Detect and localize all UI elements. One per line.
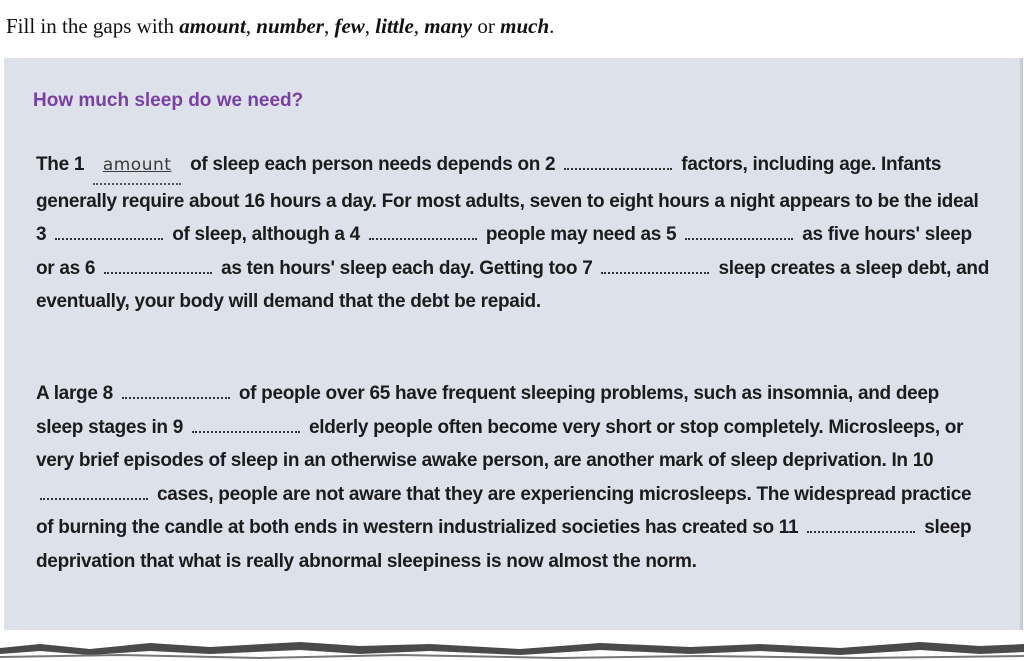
gap-8[interactable] [122, 383, 230, 399]
paragraph-2: A large 8 of people over 65 have frequent sleeping problems, such as insomnia, and deep sleep stages in 9 elderly people often become very short or stop completely. Microsleeps, or very brief episodes of sleep in an otherwise awake person, are another mark of sleep deprivation. In 10 cases, people are not aware that they are experiencing microsleeps. The widespread practice of burning the candle at both ends in western industrialized societies has created so 11 sleep deprivation that what is really abnormal sleepiness is now almost the norm. [36, 383, 972, 572]
torn-paper-edge [0, 630, 1024, 661]
word-option: number [256, 14, 324, 38]
gap-3[interactable] [55, 224, 163, 240]
word-option: many [424, 14, 473, 38]
gap-11[interactable] [807, 517, 915, 533]
gap-1[interactable] [93, 148, 181, 185]
gap-2[interactable] [564, 154, 672, 170]
gap-7[interactable] [601, 258, 709, 274]
gap-10[interactable] [40, 484, 148, 500]
gap-9[interactable] [192, 417, 300, 433]
word-option: little [375, 14, 414, 38]
gap-5[interactable] [685, 224, 793, 240]
gap-4[interactable] [369, 224, 477, 240]
instruction-text: Fill in the gaps with amount, number, few, little, many or much. [6, 14, 555, 38]
word-option: amount [179, 14, 246, 38]
handwritten-answer: amount [102, 155, 172, 175]
paragraph-1: The 1 amount of sleep each person needs depends on 2 factors, including age. Infants generally require about 16 hours a day. For most adults, seven to eight hours a night appears to be the ideal 3 of sleep, although a 4 people may need as 5 as five hours' sleep or as 6 as ten hours' sleep each day. Getting too 7 sleep creates a sleep debt, and eventually, your body will demand that the debt be repaid. [36, 148, 991, 319]
word-option: much [500, 14, 550, 38]
word-option: few [334, 14, 365, 38]
gap-6[interactable] [104, 258, 212, 274]
exercise-heading: How much sleep do we need? [33, 90, 304, 111]
